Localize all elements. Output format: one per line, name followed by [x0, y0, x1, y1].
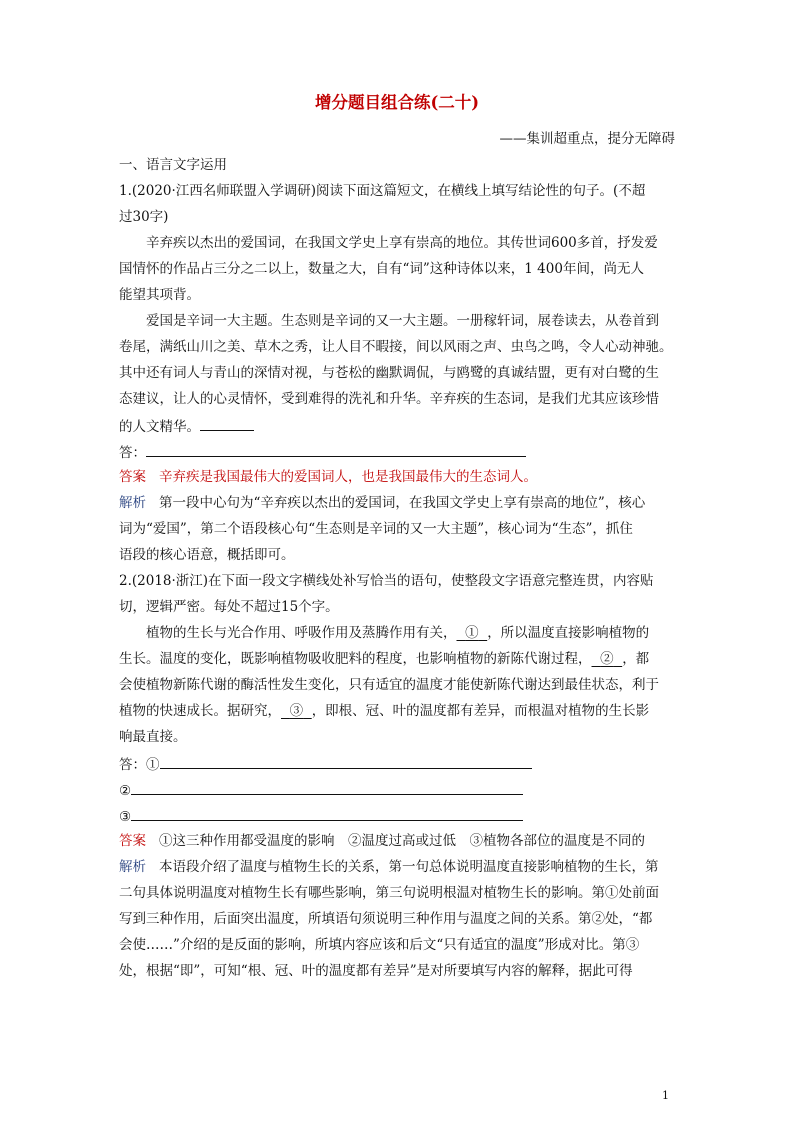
- q1-answer-label: 答案: [119, 469, 146, 485]
- q2-answer-line3: [119, 802, 675, 828]
- q2-text-line2: [119, 646, 675, 672]
- blank-3-number: ③: [289, 703, 304, 719]
- q2-answer-prefix: 答：: [119, 757, 146, 773]
- section-heading: 一、语言文字运用: [119, 157, 227, 173]
- q1-para1-line1: 辛弃疾以杰出的爱国词，在我国文学史上享有崇高的地位。其传世词600多首，抒发爱: [146, 235, 658, 251]
- q1-para2-line5-text: 的人文精华。: [119, 419, 200, 435]
- q1-para2-line1: 爱国是辛词一大主题。生态则是辛词的又一大主题。一册稼轩词，展卷读去，从卷首到: [146, 313, 659, 329]
- q2-analysis-line1: [119, 854, 675, 880]
- document-page: [119, 92, 675, 984]
- q2-analysis-line4: 会使……”介绍的是反面的影响，所填内容应该和后文“只有适宜的温度”形成对比。第③: [119, 937, 640, 953]
- q1-para2-line2: 卷尾，满纸山川之美、草木之秀，让人目不暇接，间以风雨之声、虫鸟之鸣，令人心动神驰。: [119, 339, 673, 355]
- q1-answer-text: 辛弃疾是我国最伟大的爱国词人，也是我国最伟大的生态词人。: [159, 469, 537, 485]
- page-number-container: [0, 1089, 794, 1102]
- q1-analysis-label: 解析: [119, 495, 146, 511]
- q2-answer: [119, 828, 675, 854]
- q2-text-line4: [119, 698, 675, 724]
- q1-analysis-text1: 第一段中心句为“辛弃疾以杰出的爱国词，在我国文学史上享有崇高的地位”，核心: [159, 495, 646, 511]
- q2-prompt-line2: 切，逻辑严密。每处不超过15个字。: [119, 599, 339, 615]
- q2-text-line4-a: 植物的快速成长。据研究，: [119, 703, 281, 719]
- q1-answer: [119, 464, 675, 490]
- q2-answer-text: ①这三种作用都受温度的影响 ②温度过高或过低 ③植物各部位的温度是不同的: [159, 833, 645, 849]
- q2-analysis-label: 解析: [119, 859, 146, 875]
- q2-text-line1: [119, 620, 675, 646]
- page-number: 1: [662, 1089, 669, 1102]
- q2-answer-num3: ③: [119, 809, 132, 825]
- q2-answer-blank-1[interactable]: [160, 750, 532, 769]
- q2-text-line1-a: 植物的生长与光合作用、呼吸作用及蒸腾作用有关，: [146, 625, 457, 641]
- q1-answer-blank[interactable]: [146, 438, 526, 457]
- q2-answer-blank-3[interactable]: [131, 802, 523, 821]
- q1-prompt-line2: 过30字): [119, 209, 169, 225]
- q1-conclusion-blank[interactable]: [200, 412, 254, 431]
- page-title: 增分题目组合练(二十): [314, 93, 480, 112]
- blank-3[interactable]: [281, 703, 312, 719]
- q1-para1-line3: 能望其项背。: [119, 287, 200, 303]
- q1-analysis-line2: 词为“爱国”，第二个语段核心句“生态则是辛词的又一大主题”，核心词为“生态”，抓住: [119, 521, 633, 537]
- q2-answer-num1: ①: [146, 757, 160, 773]
- page-subtitle: ——集训超重点，提分无障碍: [499, 131, 675, 147]
- q1-para2-line4: 态建议，让人的心灵情怀，受到难得的洗礼和升华。辛弃疾的生态词，是我们尤其应该珍惜: [119, 391, 659, 407]
- q1-para2-line5: [119, 412, 675, 438]
- q1-analysis-line1: [119, 490, 675, 516]
- q2-text-line2-a: 生长。温度的变化，既影响植物吸收肥料的程度，也影响植物的新陈代谢过程，: [119, 651, 592, 667]
- q2-answer-num2: ②: [119, 783, 132, 799]
- q2-text-line2-b: ，都: [622, 651, 650, 667]
- q1-prompt-line1: 1.(2020·江西名师联盟入学调研)阅读下面这篇短文，在横线上填写结论性的句子。(不超: [119, 183, 646, 199]
- q2-answer-line2: [119, 776, 675, 802]
- q2-answer-label: 答案: [119, 833, 146, 849]
- q2-text-line1-b: ，所以温度直接影响植物的: [487, 625, 650, 641]
- q2-text-line5: 响最直接。: [119, 729, 187, 745]
- q1-analysis-line3: 语段的核心语意，概括即可。: [119, 547, 295, 563]
- q2-analysis-line5: 处，根据“即”，可知“根、冠、叶的温度都有差异”是对所要填写内容的解释，据此可得: [119, 963, 633, 979]
- q2-analysis-text1: 本语段介绍了温度与植物生长的关系，第一句总体说明温度直接影响植物的生长，第: [159, 859, 659, 875]
- q2-answer-line1: [119, 750, 675, 776]
- q1-para2-line3: 其中还有词人与青山的深情对视，与苍松的幽默调侃，与鸥鹭的真诚结盟，更有对白鹭的生: [119, 365, 659, 381]
- q2-text-line3: 会使植物新陈代谢的酶活性发生变化，只有适宜的温度才能使新陈代谢达到最佳状态，利于: [119, 677, 659, 693]
- q2-answer-blank-2[interactable]: [131, 776, 523, 795]
- blank-2-number: ②: [600, 651, 614, 667]
- q1-answer-line: [119, 438, 675, 464]
- q2-analysis-line2: 二句具体说明温度对植物生长有哪些影响，第三句说明根温对植物生长的影响。第①处前面: [119, 885, 659, 901]
- q2-analysis-line3: 写到三种作用，后面突出温度，所填语句须说明三种作用与温度之间的关系。第②处，“都: [119, 911, 653, 927]
- q2-prompt-line1: 2.(2018·浙江)在下面一段文字横线处补写恰当的语句，使整段文字语意完整连贯，内容贴: [119, 573, 654, 589]
- blank-2[interactable]: [592, 651, 623, 667]
- q1-answer-prefix: 答：: [119, 445, 146, 461]
- q2-text-line4-b: ，即根、冠、叶的温度都有差异，而根温对植物的生长影: [311, 703, 650, 719]
- q1-para1-line2: 国情怀的作品占三分之二以上，数量之大，自有“词”这种诗体以来，1 400年间，尚无人: [119, 261, 644, 277]
- blank-1[interactable]: [457, 625, 488, 641]
- blank-1-number: ①: [465, 625, 479, 641]
